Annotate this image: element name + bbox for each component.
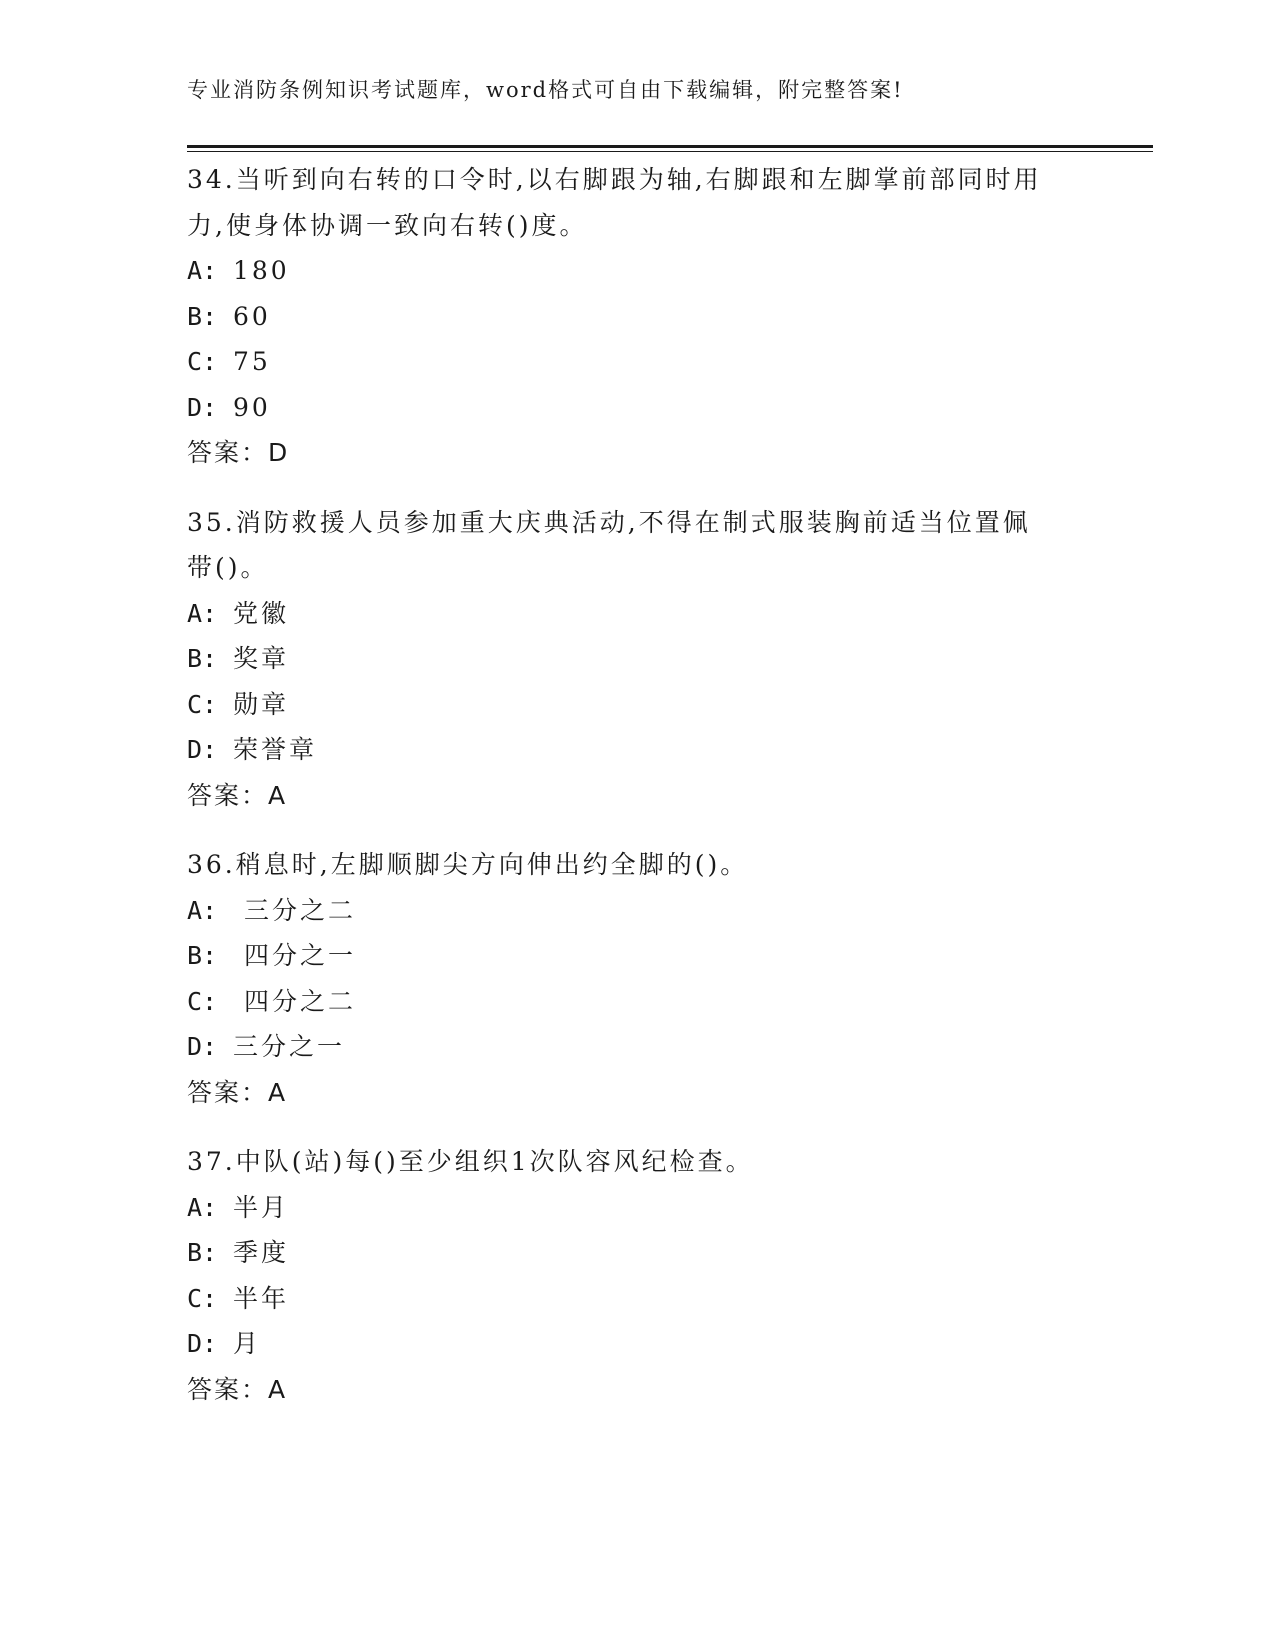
- option-a: [187, 248, 1087, 294]
- option-letter: D:: [187, 1032, 218, 1061]
- question-stem-line: 35.消防救援人员参加重大庆典活动,不得在制式服装胸前适当位置佩: [187, 507, 1031, 537]
- option-text: 党徽: [233, 598, 290, 628]
- option-d: [187, 385, 1087, 431]
- page-header-title: 专业消防条例知识考试题库，word格式可自由下载编辑，附完整答案!: [187, 78, 904, 102]
- answer-line: 答案：D: [187, 438, 290, 467]
- question-stem-line: 34.当听到向右转的口令时,以右脚跟为轴,右脚跟和左脚掌前部同时用: [187, 165, 1042, 194]
- option-letter: B:: [187, 941, 218, 970]
- option-letter: C:: [187, 1283, 218, 1313]
- option-text: 180: [233, 256, 290, 285]
- option-a: [187, 1185, 1087, 1231]
- option-text: 90: [233, 392, 271, 422]
- option-b: [187, 1230, 1087, 1276]
- option-letter: B:: [187, 1238, 218, 1267]
- answer-line: 答案：A: [187, 780, 288, 810]
- option-letter: A:: [187, 256, 218, 285]
- option-c: [187, 339, 1087, 385]
- answer-line: 答案：A: [187, 1077, 288, 1107]
- option-text: 荣誉章: [233, 735, 318, 764]
- header-divider-thick: [187, 145, 1153, 148]
- option-text: 75: [233, 347, 271, 376]
- option-letter: C:: [187, 689, 218, 719]
- question-list: [187, 157, 1087, 1436]
- option-text: 半月: [233, 1192, 290, 1222]
- question-35: [187, 500, 1087, 819]
- answer-line: 答案：A: [187, 1374, 288, 1404]
- option-text: 四分之二: [233, 986, 356, 1016]
- option-letter: D:: [187, 1329, 218, 1358]
- option-c: [187, 1276, 1087, 1322]
- option-letter: C:: [187, 986, 218, 1016]
- option-d: [187, 727, 1087, 773]
- question-stem-line: 36.稍息时,左脚顺脚尖方向伸出约全脚的()。: [187, 850, 749, 879]
- option-b: [187, 636, 1087, 682]
- option-d: [187, 1321, 1087, 1367]
- option-a: [187, 591, 1087, 637]
- option-letter: B:: [187, 644, 218, 673]
- option-b: [187, 294, 1087, 340]
- option-text: 季度: [233, 1238, 290, 1267]
- option-c: [187, 682, 1087, 728]
- option-letter: A:: [187, 598, 218, 628]
- option-c: [187, 979, 1087, 1025]
- question-stem-line: 带()。: [187, 553, 269, 582]
- option-text: 三分之二: [233, 895, 356, 925]
- option-letter: D:: [187, 392, 218, 422]
- question-36: [187, 842, 1087, 1115]
- option-letter: C:: [187, 347, 218, 376]
- question-34: [187, 157, 1087, 476]
- option-letter: A:: [187, 895, 218, 925]
- option-d: [187, 1024, 1087, 1070]
- option-text: 奖章: [233, 644, 290, 673]
- option-text: 60: [233, 301, 271, 331]
- option-letter: B:: [187, 301, 218, 331]
- option-b: [187, 933, 1087, 979]
- option-letter: D:: [187, 735, 218, 764]
- question-stem-line: 37.中队(站)每()至少组织1次队容风纪检查。: [187, 1147, 754, 1176]
- option-text: 月: [233, 1329, 262, 1358]
- option-text: 三分之一: [233, 1032, 346, 1061]
- option-text: 勋章: [233, 689, 290, 719]
- question-37: [187, 1139, 1087, 1412]
- option-a: [187, 888, 1087, 934]
- option-letter: A:: [187, 1192, 218, 1222]
- option-text: 半年: [233, 1283, 290, 1313]
- question-stem-line: 力,使身体协调一致向右转()度。: [187, 210, 588, 240]
- option-text: 四分之一: [233, 941, 356, 970]
- header-divider-thin: [187, 151, 1153, 152]
